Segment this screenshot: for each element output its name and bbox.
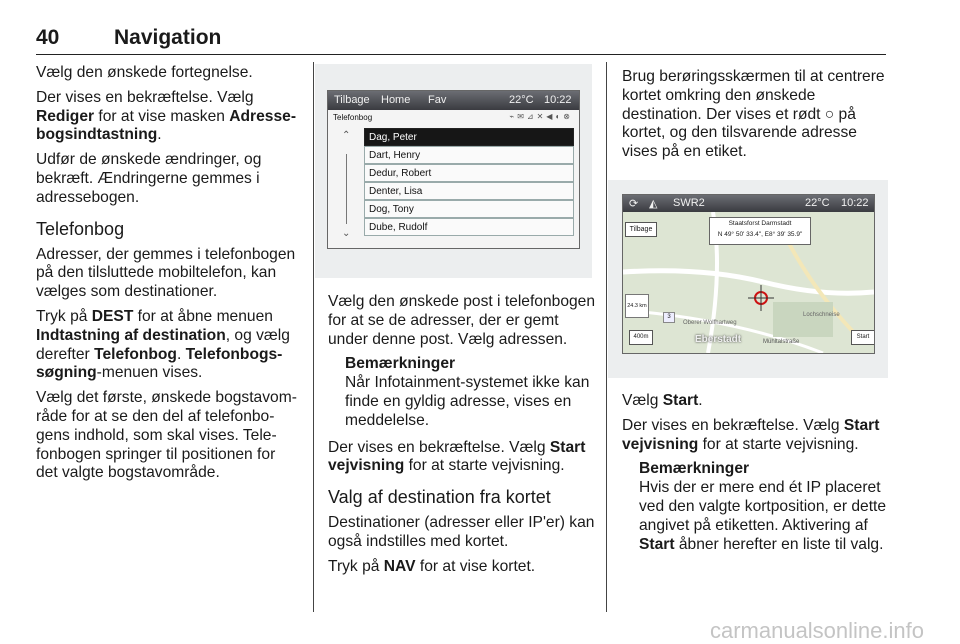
note-body: Når Infotainment-systemet ikke kan finde en gyldig adresse, vises en meddelelse. — [345, 374, 590, 429]
column-3 — [622, 68, 888, 168]
label-title: Staatsforst Darmstadt — [728, 220, 792, 227]
poi-number: 3 — [663, 312, 675, 323]
map-top-bar — [623, 195, 874, 212]
phonebook-subtitle: Telefonbog — [333, 113, 373, 122]
page-title: Navigation — [114, 26, 222, 49]
area-label: Lochschneise — [803, 312, 840, 318]
scroll-down-icon[interactable]: ⌄ — [342, 228, 351, 239]
paragraph: Udfør de ønskede ændringer, og bekræft. Ændringerne gemmes i adressebogen. — [36, 151, 262, 206]
contact-row[interactable]: Dart, Henry — [364, 146, 574, 164]
contact-row[interactable]: Dag, Peter — [364, 128, 574, 146]
map-canvas[interactable] — [623, 212, 874, 353]
scale-box[interactable]: 400m — [629, 330, 653, 345]
paragraph: Der vises en bekræftelse. Vælg Rediger for at vise masken Adressebogsindtastning. — [36, 88, 297, 144]
audio-icon[interactable]: ◭ — [649, 198, 658, 210]
column-2 — [328, 293, 596, 583]
contact-row[interactable]: Dog, Tony — [364, 200, 574, 218]
temperature: 22°C — [509, 94, 534, 106]
contact-row[interactable]: Dedur, Robert — [364, 164, 574, 182]
fav-button[interactable]: Fav — [428, 94, 447, 106]
note-box — [622, 460, 888, 554]
home-button[interactable]: Home — [381, 94, 411, 106]
map-address-label[interactable] — [709, 217, 811, 245]
refresh-icon[interactable]: ⟳ — [629, 198, 639, 210]
paragraph: Der vises en bekræftelse. Vælg Start vejvisning for at starte vejvisning. — [622, 416, 880, 453]
paragraph: Brug berøringsskærmen til at centrere kortet omkring den ønskede destination. Der vises et rødt ○ på kortet, og den tilsvarende adresse vises på en etiket. — [622, 68, 885, 161]
page-number: 40 — [36, 26, 60, 49]
contact-row[interactable]: Dube, Rudolf — [364, 218, 574, 236]
street-label: Oberer Wolfhartweg — [683, 320, 737, 326]
top-bar — [328, 91, 579, 110]
label-coordinates: N 49° 50' 33.4", E8° 39' 35.9" — [717, 231, 803, 238]
paragraph: Tryk på DEST for at åbne menuen Indtastning af destination, og vælg derefter Telefonbog. Telefonbogssøgning-menuen vises. — [36, 307, 290, 382]
note-title: Bemærkninger — [345, 355, 456, 373]
paragraph: Destinationer (adresser eller IP'er) kan også indstilles med kortet. — [328, 514, 595, 550]
back-button[interactable]: Tilbage — [334, 94, 370, 106]
phonebook-list-area — [328, 110, 579, 248]
status-icons: ⌁✉⊿✕◀◐⊗ — [509, 112, 573, 121]
paragraph: Vælg den ønskede fortegnelse. — [36, 64, 253, 81]
column-divider-2 — [606, 62, 607, 612]
section-heading: Telefonbog — [36, 218, 125, 239]
paragraph: Vælg det første, ønskede bogstavområde for at se den del af telefonbogens indhold, som skal vises. Telefonbogen springer til positionen for det valgte bogstavområde. — [36, 389, 297, 482]
map-figure — [608, 180, 888, 378]
phonebook-figure — [315, 64, 592, 278]
watermark: carmanualsonline.info — [709, 618, 924, 643]
column-divider-1 — [313, 62, 314, 612]
paragraph: Vælg den ønskede post i telefonbogen for at se de adresser, der er gemt under denne post. Vælg adressen. — [328, 293, 596, 348]
clock: 10:22 — [841, 197, 869, 209]
clock: 10:22 — [544, 94, 572, 106]
note-title: Bemærkninger — [639, 460, 750, 478]
paragraph: Vælg Start. — [622, 392, 703, 409]
map-screen — [622, 194, 875, 354]
column-3-lower — [622, 392, 888, 562]
temperature: 22°C — [805, 197, 830, 209]
paragraph: Adresser, der gemmes i telefonbogen på den tilsluttede mobiltelefon, kan vælges som destinationer. — [36, 245, 296, 301]
contact-row[interactable]: Denter, Lisa — [364, 182, 574, 200]
column-1 — [36, 64, 300, 489]
section-heading: Valg af destination fra kortet — [328, 487, 551, 508]
paragraph: Der vises en bekræftelse. Vælg Start vejvisning for at starte vejvisning. — [328, 438, 586, 475]
city-label: Eberstadt — [695, 334, 742, 345]
radio-station: SWR2 — [673, 197, 705, 209]
distance-box: 24.3 km — [625, 294, 649, 318]
street-label: Mühltalstraße — [763, 339, 800, 345]
note-box — [328, 355, 596, 430]
paragraph: Tryk på NAV for at vise kortet. — [328, 557, 536, 575]
phonebook-screen — [327, 90, 580, 249]
map-start-button[interactable]: Start — [851, 330, 874, 345]
scrollbar[interactable] — [346, 154, 347, 224]
map-back-button[interactable]: Tilbage — [625, 222, 657, 237]
note-body: Hvis der er mere end ét IP placeret ved den valgte kortposition, er dette angivet på etiketten. Aktivering af Start åbner herefter en liste til valg. — [639, 479, 887, 553]
scroll-up-icon[interactable]: ⌃ — [342, 130, 351, 141]
page-header — [36, 24, 886, 55]
